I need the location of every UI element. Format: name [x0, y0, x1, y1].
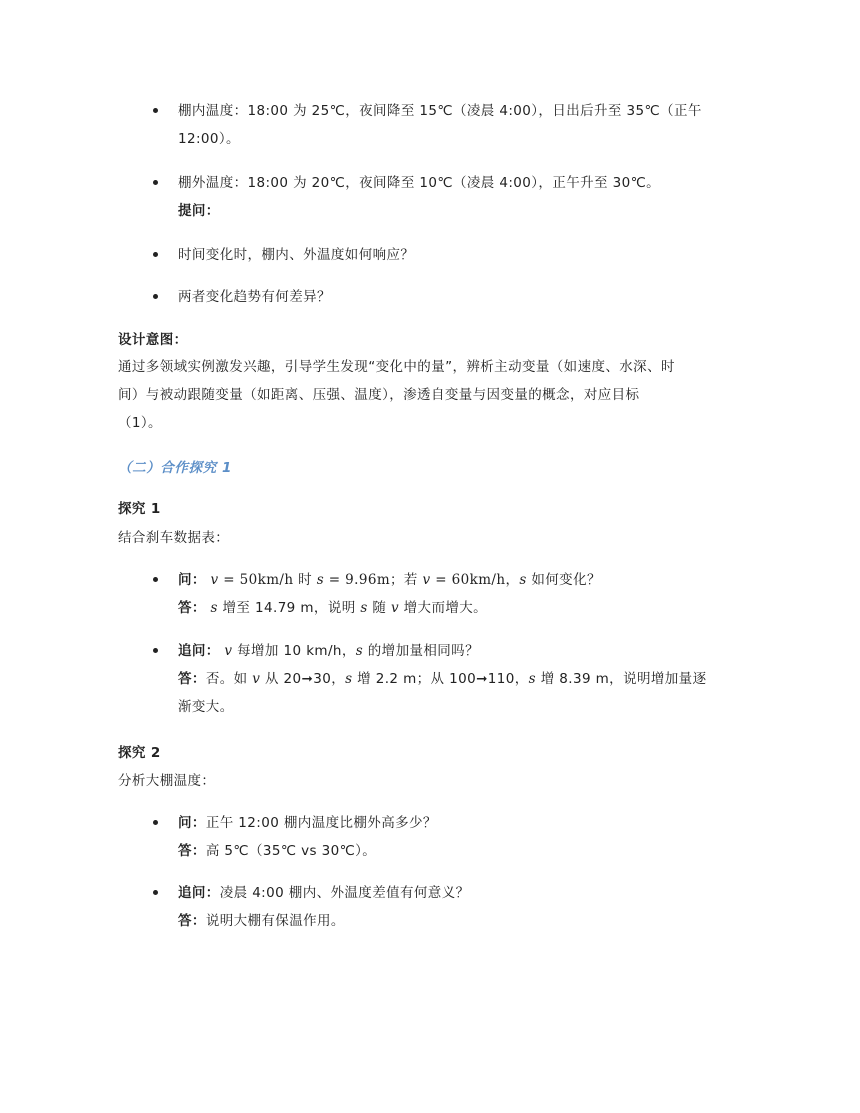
bullet	[153, 294, 158, 299]
math-var: s	[316, 572, 325, 588]
bullet	[153, 890, 158, 895]
bullet	[153, 820, 158, 825]
design-line1: 通过多领域实例激发兴趣，引导学生发现“变化中的量”，辨析主动变量（如速度、水深、时	[118, 359, 675, 375]
indoor-temp-line2: 12:00）。	[178, 131, 240, 147]
text: 从 20➞30，	[260, 671, 346, 687]
text: 增 8.39 m，说明增加量逐	[536, 671, 707, 687]
text: 凌晨 4:00 棚内、外温度差值有何意义？	[219, 885, 470, 901]
math-var: s	[210, 600, 218, 616]
math-var: v	[422, 572, 431, 588]
math-expr: = 9.96m；若	[324, 572, 423, 588]
section-heading: （二）合作探究 1	[118, 460, 232, 476]
question-label: 提问：	[178, 203, 220, 219]
math-expr: = 60km/h，	[430, 572, 520, 588]
answer-label: 答：	[178, 671, 206, 687]
question-item: 时间变化时，棚内、外温度如何响应？	[178, 247, 415, 263]
followup-label: 追问：	[178, 643, 220, 659]
explore2-intro: 分析大棚温度：	[118, 773, 216, 789]
explore1-intro: 结合刹车数据表：	[118, 530, 230, 546]
outdoor-temp-line: 棚外温度：18:00 为 20℃，夜间降至 10℃（凌晨 4:00），正午升至 30℃。	[178, 175, 661, 191]
explore2-title: 探究 2	[118, 745, 161, 761]
explore1-answer	[178, 599, 487, 617]
text: 说明大棚有保温作用。	[205, 913, 345, 929]
text: 正午 12:00 棚内温度比棚外高多少？	[205, 815, 437, 831]
text: 增大而增大。	[398, 600, 488, 616]
answer-label: 答：	[178, 843, 206, 859]
question-label: 问：	[178, 815, 206, 831]
bullet	[153, 108, 158, 113]
indoor-temp-line1: 棚内温度：18:00 为 25℃，夜间降至 15℃（凌晨 4:00），日出后升至 35℃（正午	[178, 103, 702, 119]
explore1-followup	[178, 642, 479, 660]
design-title: 设计意图：	[118, 332, 188, 348]
text: 高 5℃（35℃ vs 30℃）。	[205, 843, 377, 859]
math-expr: = 50km/h 时	[218, 572, 317, 588]
math-var: v	[390, 600, 399, 616]
bullet	[153, 180, 158, 185]
math-var: s	[528, 671, 536, 687]
question-item: 两者变化趋势有何差异？	[178, 289, 331, 305]
math-var: s	[345, 671, 353, 687]
design-line2: 间）与被动跟随变量（如距离、压强、温度），渗透自变量与因变量的概念，对应目标	[118, 387, 640, 403]
math-var: s	[355, 643, 364, 659]
text: 随	[367, 600, 391, 616]
question-label: 问：	[178, 572, 206, 588]
bullet	[153, 648, 158, 653]
explore2-followup	[178, 884, 470, 902]
explore2-followup-answer	[178, 912, 345, 930]
explore1-question	[178, 571, 601, 589]
math-var: v	[252, 671, 261, 687]
text: 每增加 10 km/h，	[232, 643, 356, 659]
text: 增至 14.79 m，说明	[217, 600, 361, 616]
bullet	[153, 577, 158, 582]
explore2-answer	[178, 842, 376, 860]
text: 如何变化？	[526, 572, 601, 588]
answer-label: 答：	[178, 913, 206, 929]
explore1-title: 探究 1	[118, 501, 161, 517]
text: 否。如	[205, 671, 253, 687]
followup-label: 追问：	[178, 885, 220, 901]
math-var: s	[360, 600, 368, 616]
answer-label: 答：	[178, 600, 206, 616]
math-var: s	[519, 572, 527, 588]
text: 的增加量相同吗？	[363, 643, 479, 659]
explore1-followup-answer-line2: 渐变大。	[178, 699, 234, 715]
math-var: v	[210, 572, 219, 588]
design-line3: （1）。	[118, 415, 162, 431]
text: 增 2.2 m；从 100➞110，	[352, 671, 529, 687]
explore2-question	[178, 814, 437, 832]
math-var: v	[224, 643, 233, 659]
bullet	[153, 252, 158, 257]
explore1-followup-answer	[178, 670, 706, 688]
